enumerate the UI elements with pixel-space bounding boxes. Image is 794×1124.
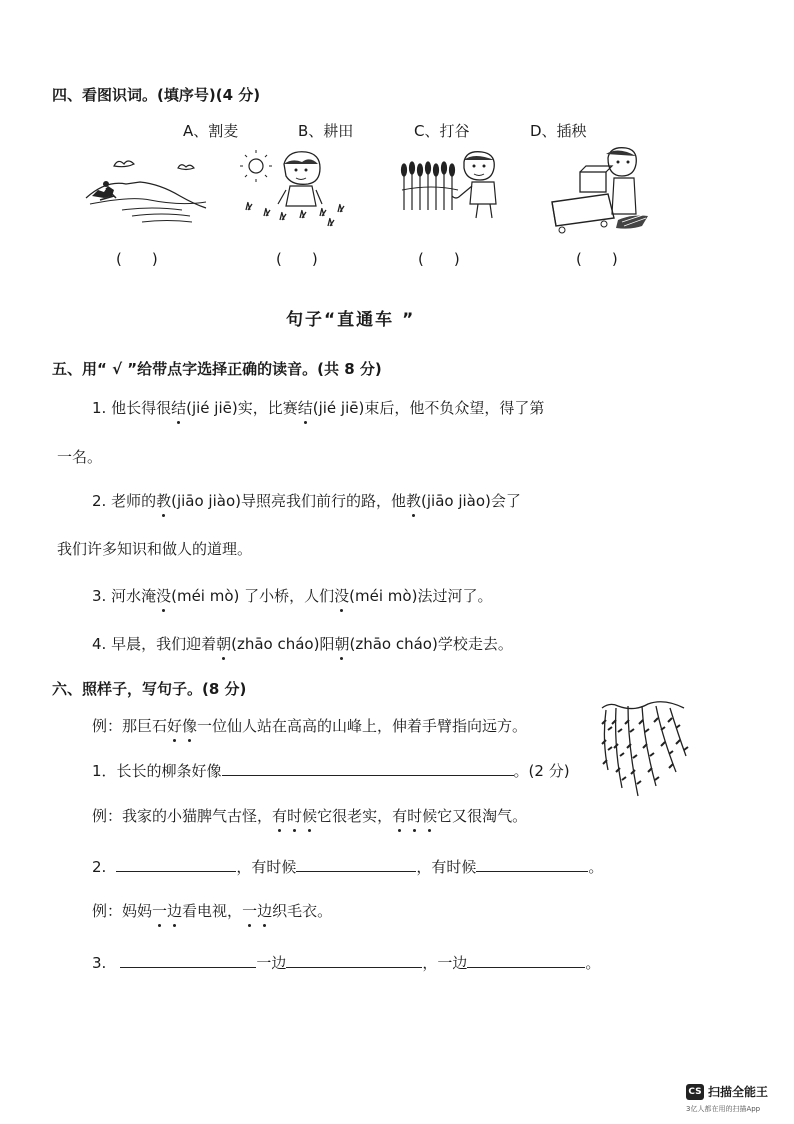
answer-blank[interactable] (476, 857, 588, 872)
dotted-char: 一 (152, 902, 168, 920)
dotted-char: 边 (167, 902, 183, 920)
q6-1 (92, 760, 570, 781)
text-segment: 它很老实， (317, 807, 393, 825)
dotted-char: 有 (272, 807, 288, 825)
answer-blank[interactable] (120, 953, 256, 968)
dotted-char: 教 (156, 492, 172, 510)
text-segment: 。 (585, 954, 601, 972)
dotted-char: 没 (334, 587, 350, 605)
pinyin-choice[interactable]: (méi mò) 了小桥，人们 (171, 587, 335, 605)
scanner-app-tagline: 3亿人都在用的扫描App (686, 1105, 761, 1113)
dotted-char: 像 (182, 717, 198, 735)
option-a: A、割麦 (183, 122, 239, 140)
wheat-cutting-picture (398, 150, 508, 220)
pinyin-choice[interactable]: (jié jiē)束后，他不负众望，得了第 (312, 399, 545, 417)
rice-planting-picture (240, 150, 355, 230)
example-1 (92, 715, 527, 736)
pinyin-choice[interactable]: (jiāo jiào)导照亮我们前行的路，他 (171, 492, 406, 510)
q5-2-line2: 我们许多知识和做人的道理。 (57, 540, 253, 558)
answer-blank[interactable] (222, 761, 514, 776)
answer-blank[interactable] (296, 857, 416, 872)
text-segment: 一边 (256, 954, 287, 972)
section6-heading: 六、照样子，写句子。(8 分) (52, 680, 247, 698)
answer-blank[interactable] (286, 953, 422, 968)
text-segment: 。 (588, 858, 604, 876)
scanner-app-name: 扫描全能王 (708, 1085, 769, 1099)
q5-2-line1 (92, 490, 521, 511)
q5-1-line2: 一名。 (57, 448, 103, 466)
q6-3 (92, 952, 600, 973)
dotted-char: 一 (242, 902, 258, 920)
text-segment: 2. 老师的 (92, 492, 157, 510)
answer-paren-2[interactable]: ( ) (276, 250, 318, 268)
camscanner-logo-icon: CS (686, 1084, 704, 1100)
pinyin-choice[interactable]: (zhāo cháo)阳 (231, 635, 335, 653)
willow-branches-picture (598, 700, 690, 806)
text-segment: ，一边 (422, 954, 468, 972)
dotted-char: 没 (156, 587, 172, 605)
example-3 (92, 900, 332, 921)
dotted-char: 边 (257, 902, 273, 920)
dotted-char: 朝 (334, 635, 350, 653)
answer-paren-4[interactable]: ( ) (576, 250, 618, 268)
answer-paren-3[interactable]: ( ) (418, 250, 460, 268)
text-segment: 例：那巨石 (92, 717, 168, 735)
dotted-char: 结 (297, 399, 313, 417)
option-b: B、耕田 (298, 122, 354, 140)
example-2 (92, 805, 527, 826)
pinyin-choice[interactable]: (méi mò)法过河了。 (349, 587, 493, 605)
dotted-char: 候 (302, 807, 318, 825)
section4-heading: 四、看图识词。(填序号)(4 分) (52, 86, 261, 104)
dotted-char: 好 (167, 717, 183, 735)
q5-3 (92, 585, 492, 606)
dotted-char: 候 (422, 807, 438, 825)
text-segment: ，有时候 (416, 858, 477, 876)
text-segment: 3. (92, 954, 107, 972)
text-segment: 例：妈妈 (92, 902, 153, 920)
text-segment: 它又很淘气。 (437, 807, 528, 825)
pinyin-choice[interactable]: (jié jiē)实，比赛 (186, 399, 298, 417)
text-segment: 一位仙人站在高高的山峰上，伸着手臂指向远方。 (197, 717, 528, 735)
text-segment: 1．长长的柳条好像 (92, 762, 222, 780)
dotted-char: 教 (406, 492, 422, 510)
q5-1-line1 (92, 397, 544, 418)
text-segment: 。(2 分) (513, 762, 570, 780)
answer-paren-1[interactable]: ( ) (116, 250, 158, 268)
dotted-char: 时 (407, 807, 423, 825)
dotted-char: 有 (392, 807, 408, 825)
dotted-char: 结 (171, 399, 187, 417)
q6-2 (92, 856, 603, 877)
answer-blank[interactable] (116, 857, 236, 872)
dotted-char: 时 (287, 807, 303, 825)
q5-4 (92, 633, 513, 654)
text-segment: 看电视， (182, 902, 243, 920)
dotted-char: 朝 (216, 635, 232, 653)
text-segment: 2. (92, 858, 107, 876)
answer-blank[interactable] (467, 953, 585, 968)
text-segment: 4. 早晨，我们迎着 (92, 635, 217, 653)
sentence-section-title: 句子“直通车 ” (286, 310, 416, 330)
pinyin-choice[interactable]: (jiāo jiào)会了 (421, 492, 521, 510)
text-segment: ，有时候 (236, 858, 297, 876)
pinyin-choice[interactable]: (zhāo cháo)学校走去。 (349, 635, 513, 653)
option-c: C、打谷 (414, 122, 470, 140)
threshing-picture (548, 146, 656, 236)
text-segment: 1. 他长得很 (92, 399, 172, 417)
text-segment: 3. 河水淹 (92, 587, 157, 605)
section5-heading: 五、用“ √ ”给带点字选择正确的读音。(共 8 分) (52, 360, 382, 378)
text-segment: 例：我家的小猫脾气古怪， (92, 807, 273, 825)
option-d: D、插秧 (530, 122, 587, 140)
plowing-scene-picture (82, 152, 210, 224)
text-segment: 织毛衣。 (272, 902, 333, 920)
